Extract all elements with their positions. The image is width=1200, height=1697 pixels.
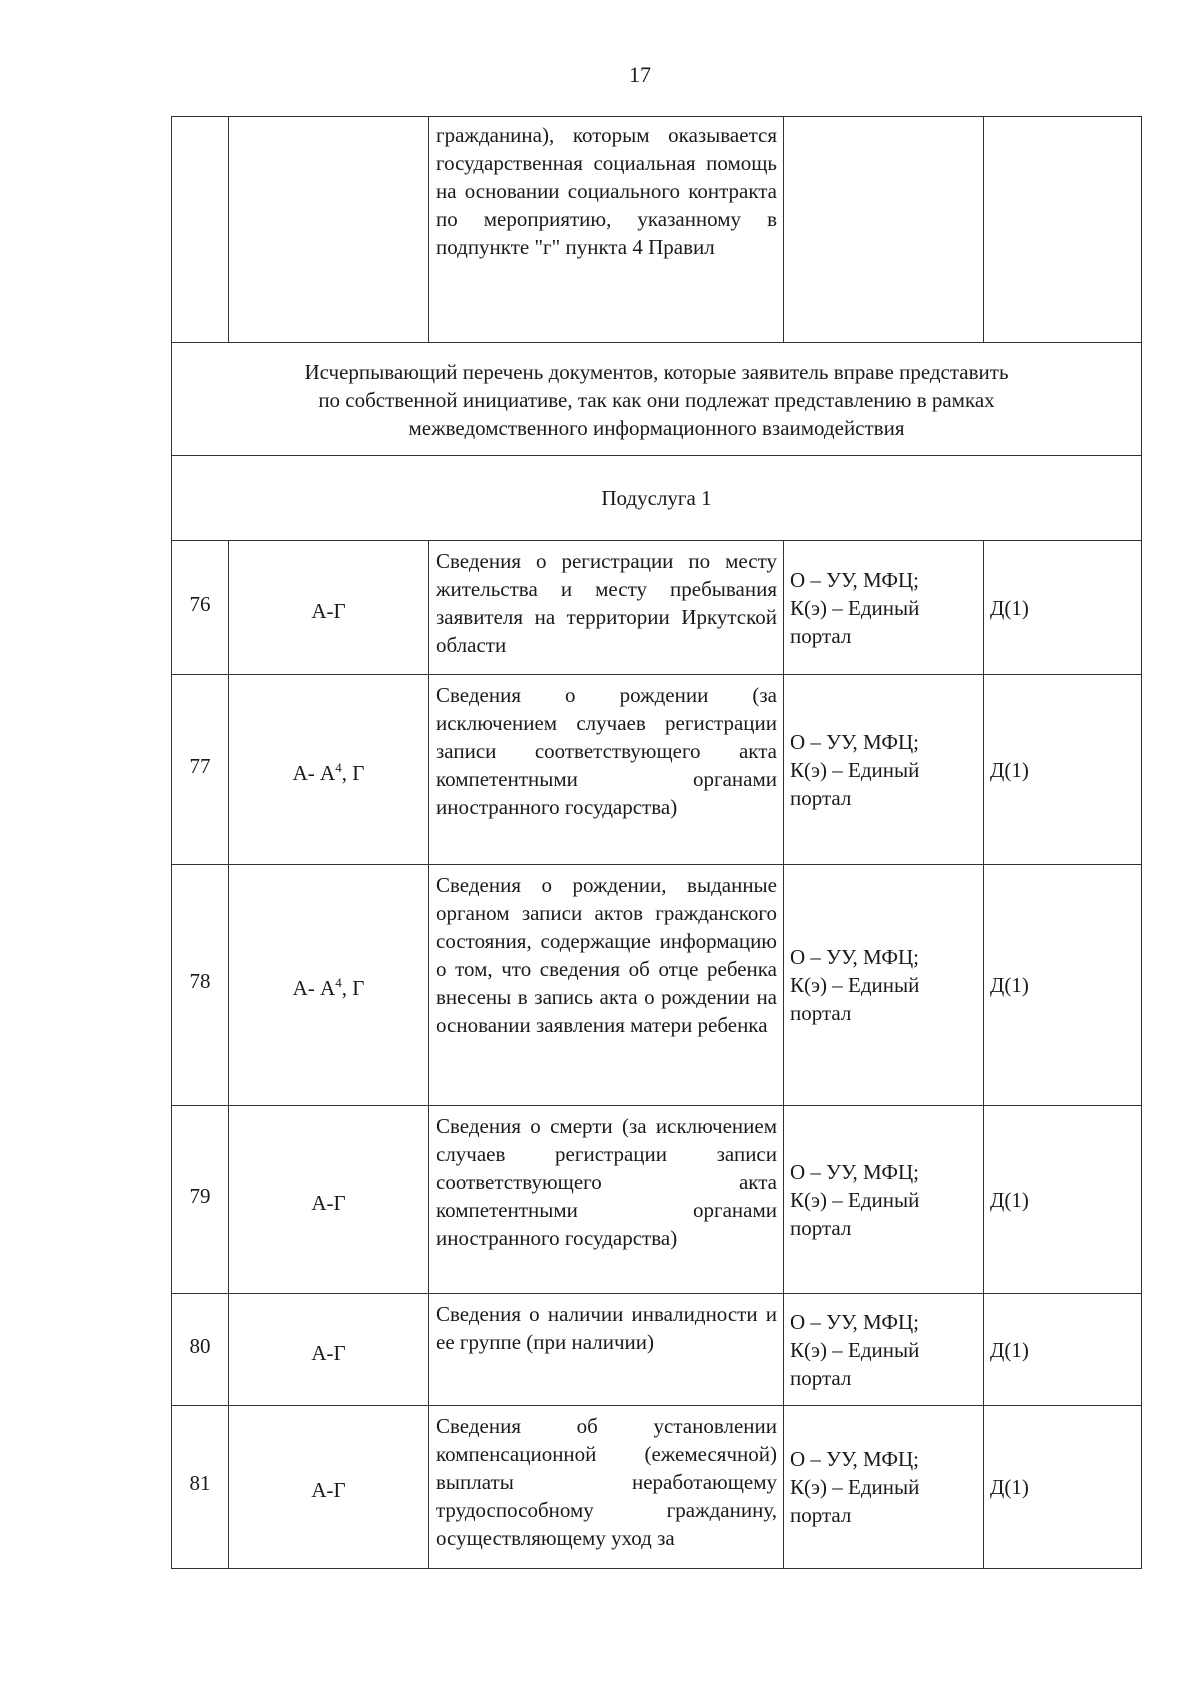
- row-submission-way: [784, 1406, 984, 1569]
- row-number: 81: [172, 1406, 229, 1569]
- submission-way-line: О – УУ, МФЦ;: [790, 945, 919, 969]
- row-submission-way: [784, 1294, 984, 1406]
- submission-way-line: О – УУ, МФЦ;: [790, 567, 919, 592]
- submission-way-line: К(э) – Единый: [790, 595, 920, 620]
- submission-way-line: портал: [790, 785, 852, 810]
- cell-requirement: [984, 117, 1142, 343]
- category-tail: , Г: [341, 976, 365, 1000]
- table-row: [172, 1106, 1142, 1294]
- row-requirement: Д(1): [984, 1106, 1142, 1294]
- section-header-line: межведомственного информационного взаимодействия: [408, 416, 905, 440]
- row-description: Сведения о рождении, выданные органом записи актов гражданского состояния, содержащие информацию о том, что сведения об отце ребенка внесены в запись акта о рождении на основании заявления матери ребенка: [429, 865, 784, 1106]
- table-row-continuation: [172, 117, 1142, 343]
- cell-submission-way: [784, 117, 984, 343]
- row-number: 79: [172, 1106, 229, 1294]
- table-row: [172, 541, 1142, 675]
- row-description: Сведения о наличии инвалидности и ее группе (при наличии): [429, 1294, 784, 1406]
- row-category: А-Г: [229, 1106, 429, 1294]
- section-header: [172, 343, 1142, 456]
- row-description: Сведения о регистрации по месту жительства и месту пребывания заявителя на территории Иркутской области: [429, 541, 784, 675]
- row-number: 76: [172, 541, 229, 675]
- row-description: Сведения об установлении компенсационной (ежемесячной) выплаты неработающему трудоспособному гражданину, осуществляющему уход за: [429, 1406, 784, 1569]
- row-category: [229, 865, 429, 1106]
- row-requirement: Д(1): [984, 1294, 1142, 1406]
- row-submission-way: [784, 1106, 984, 1294]
- row-submission-way: [784, 865, 984, 1106]
- section-header-row: [172, 343, 1142, 456]
- page-number: 17: [629, 62, 651, 87]
- row-submission-way: [784, 675, 984, 865]
- row-submission-way: [784, 541, 984, 675]
- row-requirement: Д(1): [984, 1406, 1142, 1569]
- row-category: А-Г: [229, 541, 429, 675]
- submission-way-line: портал: [790, 1215, 852, 1240]
- table-row: [172, 1294, 1142, 1406]
- table-row: [172, 675, 1142, 865]
- row-number: 77: [172, 675, 229, 865]
- submission-way-line: О – УУ, МФЦ;: [790, 1447, 919, 1471]
- row-category: А-Г: [229, 1294, 429, 1406]
- subsection-title: Подуслуга 1: [172, 456, 1142, 541]
- subsection-header-row: [172, 456, 1142, 541]
- cell-description: гражданина), которым оказывается государственная социальная помощь на основании социального контракта по мероприятию, указанному в подпункте "г" пункта 4 Правил: [429, 117, 784, 343]
- row-requirement: Д(1): [984, 541, 1142, 675]
- row-description: Сведения о рождении (за исключением случаев регистрации записи соответствующего акта компетентными органами иностранного государства): [429, 675, 784, 865]
- row-requirement: Д(1): [984, 675, 1142, 865]
- table-row: [172, 865, 1142, 1106]
- submission-way-line: К(э) – Единый: [790, 1337, 920, 1362]
- documents-table: [171, 116, 1142, 1569]
- submission-way-line: портал: [790, 1001, 852, 1025]
- row-requirement: Д(1): [984, 865, 1142, 1106]
- section-header-line: по собственной инициативе, так как они подлежат представлению в рамках: [318, 388, 995, 412]
- category-superscript: 4: [335, 759, 342, 775]
- category-text: А- А: [292, 976, 336, 1000]
- row-number: 80: [172, 1294, 229, 1406]
- section-header-line: Исчерпывающий перечень документов, которые заявитель вправе представить: [304, 360, 1009, 384]
- category-superscript: 4: [335, 975, 342, 990]
- submission-way-line: К(э) – Единый: [790, 973, 920, 997]
- submission-way-line: К(э) – Единый: [790, 1475, 920, 1499]
- row-number: 78: [172, 865, 229, 1106]
- submission-way-line: О – УУ, МФЦ;: [790, 1309, 919, 1334]
- submission-way-line: портал: [790, 623, 852, 648]
- row-category: [229, 675, 429, 865]
- submission-way-line: портал: [790, 1365, 852, 1390]
- table-row: [172, 1406, 1142, 1569]
- submission-way-line: портал: [790, 1503, 852, 1527]
- category-tail: , Г: [341, 760, 365, 785]
- submission-way-line: К(э) – Единый: [790, 1187, 920, 1212]
- row-category: А-Г: [229, 1406, 429, 1569]
- category-text: А- А: [292, 760, 336, 785]
- submission-way-line: О – УУ, МФЦ;: [790, 729, 919, 754]
- cell-number: [172, 117, 229, 343]
- row-description: Сведения о смерти (за исключением случаев регистрации записи соответствующего акта компетентными органами иностранного государства): [429, 1106, 784, 1294]
- submission-way-line: К(э) – Единый: [790, 757, 920, 782]
- cell-category: [229, 117, 429, 343]
- submission-way-line: О – УУ, МФЦ;: [790, 1159, 919, 1184]
